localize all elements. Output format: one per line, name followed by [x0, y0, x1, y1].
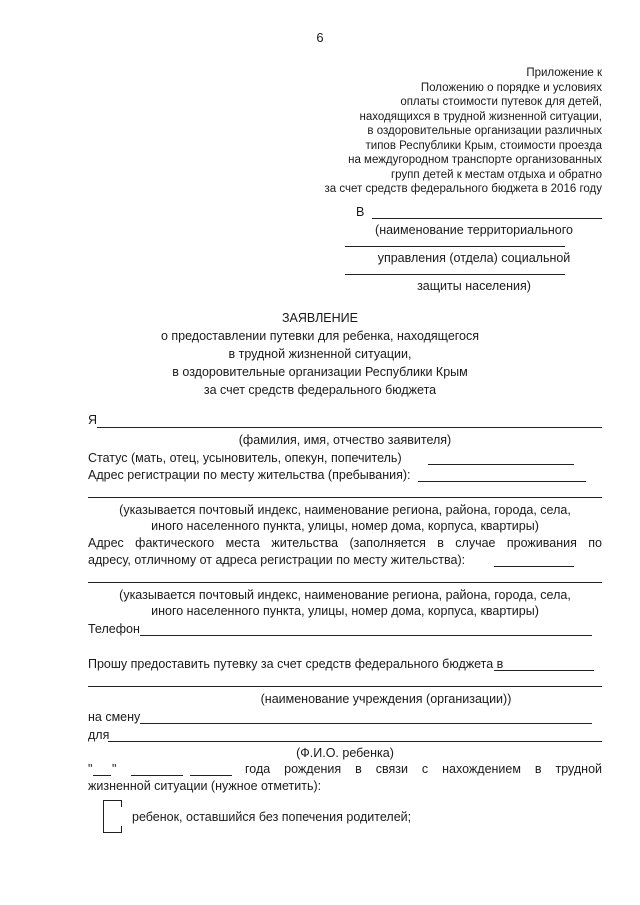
annex-line: Приложение к — [526, 67, 602, 79]
annex-line: типов Республики Крым, стоимости проезда — [365, 139, 602, 152]
actual-address-label-2: адресу, отличному от адреса регистрации по месту жительства): — [88, 553, 466, 567]
addressee-caption-3: защиты населения) — [417, 279, 531, 293]
actual-address-label: Адрес фактического места жительства (заполняется в случае проживания по — [88, 536, 602, 550]
situation-text: жизненной ситуации (нужное отметить): — [88, 779, 322, 793]
reg-address-label: Адрес регистрации по месту жительства (пребывания): — [88, 468, 411, 482]
page-number: 6 — [316, 30, 324, 45]
addressee-line-2[interactable] — [345, 246, 565, 247]
annex-line: оплаты стоимости путевок для детей, — [400, 96, 602, 108]
annex-line: групп детей к местам отдыха и обратно — [390, 168, 602, 181]
status-label: Статус (мать, отец, усыновитель, опекун, попечитель) — [88, 451, 402, 465]
addressee-prefix: В — [356, 205, 365, 219]
institution-field[interactable] — [88, 686, 602, 687]
birth-quote-open: " — [88, 762, 93, 776]
title-line: за счет средств федерального бюджета — [203, 383, 437, 397]
for-label: для — [88, 728, 110, 742]
title-heading: ЗАЯВЛЕНИЕ — [281, 311, 358, 325]
birth-month-field[interactable] — [131, 775, 183, 776]
addressee-line-3[interactable] — [345, 274, 565, 275]
title-line: о предоставлении путевки для ребенка, находящегося — [160, 329, 480, 343]
annex-header — [272, 66, 602, 197]
address-hint: (указывается почтовый индекс, наименование региона, района, города, села, — [119, 503, 571, 517]
address-hint: иного населенного пункта, улицы, номер дома, корпуса, квартиры) — [151, 604, 539, 618]
phone-label: Телефон — [88, 622, 140, 636]
child-caption: (Ф.И.О. ребенка) — [296, 746, 394, 760]
ya-label: Я — [88, 413, 98, 427]
phone-field[interactable] — [140, 635, 592, 636]
birth-quote-close: " — [112, 762, 117, 776]
birth-day-field[interactable] — [93, 775, 111, 776]
title-line: в трудной жизненной ситуации, — [228, 347, 412, 361]
shift-field[interactable] — [140, 723, 592, 724]
option-1-label: ребенок, оставшийся без попечения родителей; — [132, 810, 412, 824]
reg-address-field-2[interactable] — [88, 497, 602, 498]
reg-address-field[interactable] — [418, 481, 586, 482]
address-hint: иного населенного пункта, улицы, номер дома, корпуса, квартиры) — [151, 519, 539, 533]
request-label: Прошу предоставить путевку за счет средств федерального бюджета в — [88, 657, 504, 671]
shift-label: на смену — [88, 710, 141, 724]
option-1-checkbox[interactable] — [103, 800, 121, 833]
document-title — [0, 309, 640, 399]
fio-caption: (фамилия, имя, отчество заявителя) — [238, 433, 452, 447]
address-hint: (указывается почтовый индекс, наименование региона, района, города, села, — [119, 588, 571, 602]
addressee-caption-2: управления (отдела) социальной — [377, 251, 571, 265]
addressee-line-1[interactable] — [372, 218, 602, 219]
annex-line: Положению о порядке и условиях — [420, 81, 602, 94]
actual-address-field[interactable] — [494, 566, 574, 567]
addressee-caption-1: (наименование территориального — [375, 223, 573, 237]
birth-text: года рождения в связи с нахождением в трудной — [245, 762, 602, 776]
actual-address-field-2[interactable] — [88, 582, 602, 583]
status-field[interactable] — [428, 464, 574, 465]
title-line: в оздоровительные организации Республики Крым — [172, 365, 468, 379]
applicant-fio-field[interactable] — [97, 427, 602, 428]
annex-line: находящихся в трудной жизненной ситуации, — [359, 110, 602, 123]
institution-caption: (наименование учреждения (организации)) — [260, 692, 512, 706]
child-fio-field[interactable] — [108, 741, 602, 742]
annex-line: за счет средств федерального бюджета в 2016 году — [324, 183, 602, 195]
birth-year-field[interactable] — [190, 775, 232, 776]
annex-line: на междугородном транспорте организованных — [348, 154, 602, 166]
request-institution-field[interactable] — [494, 670, 594, 671]
annex-line: в оздоровительные организации различных — [367, 125, 602, 137]
